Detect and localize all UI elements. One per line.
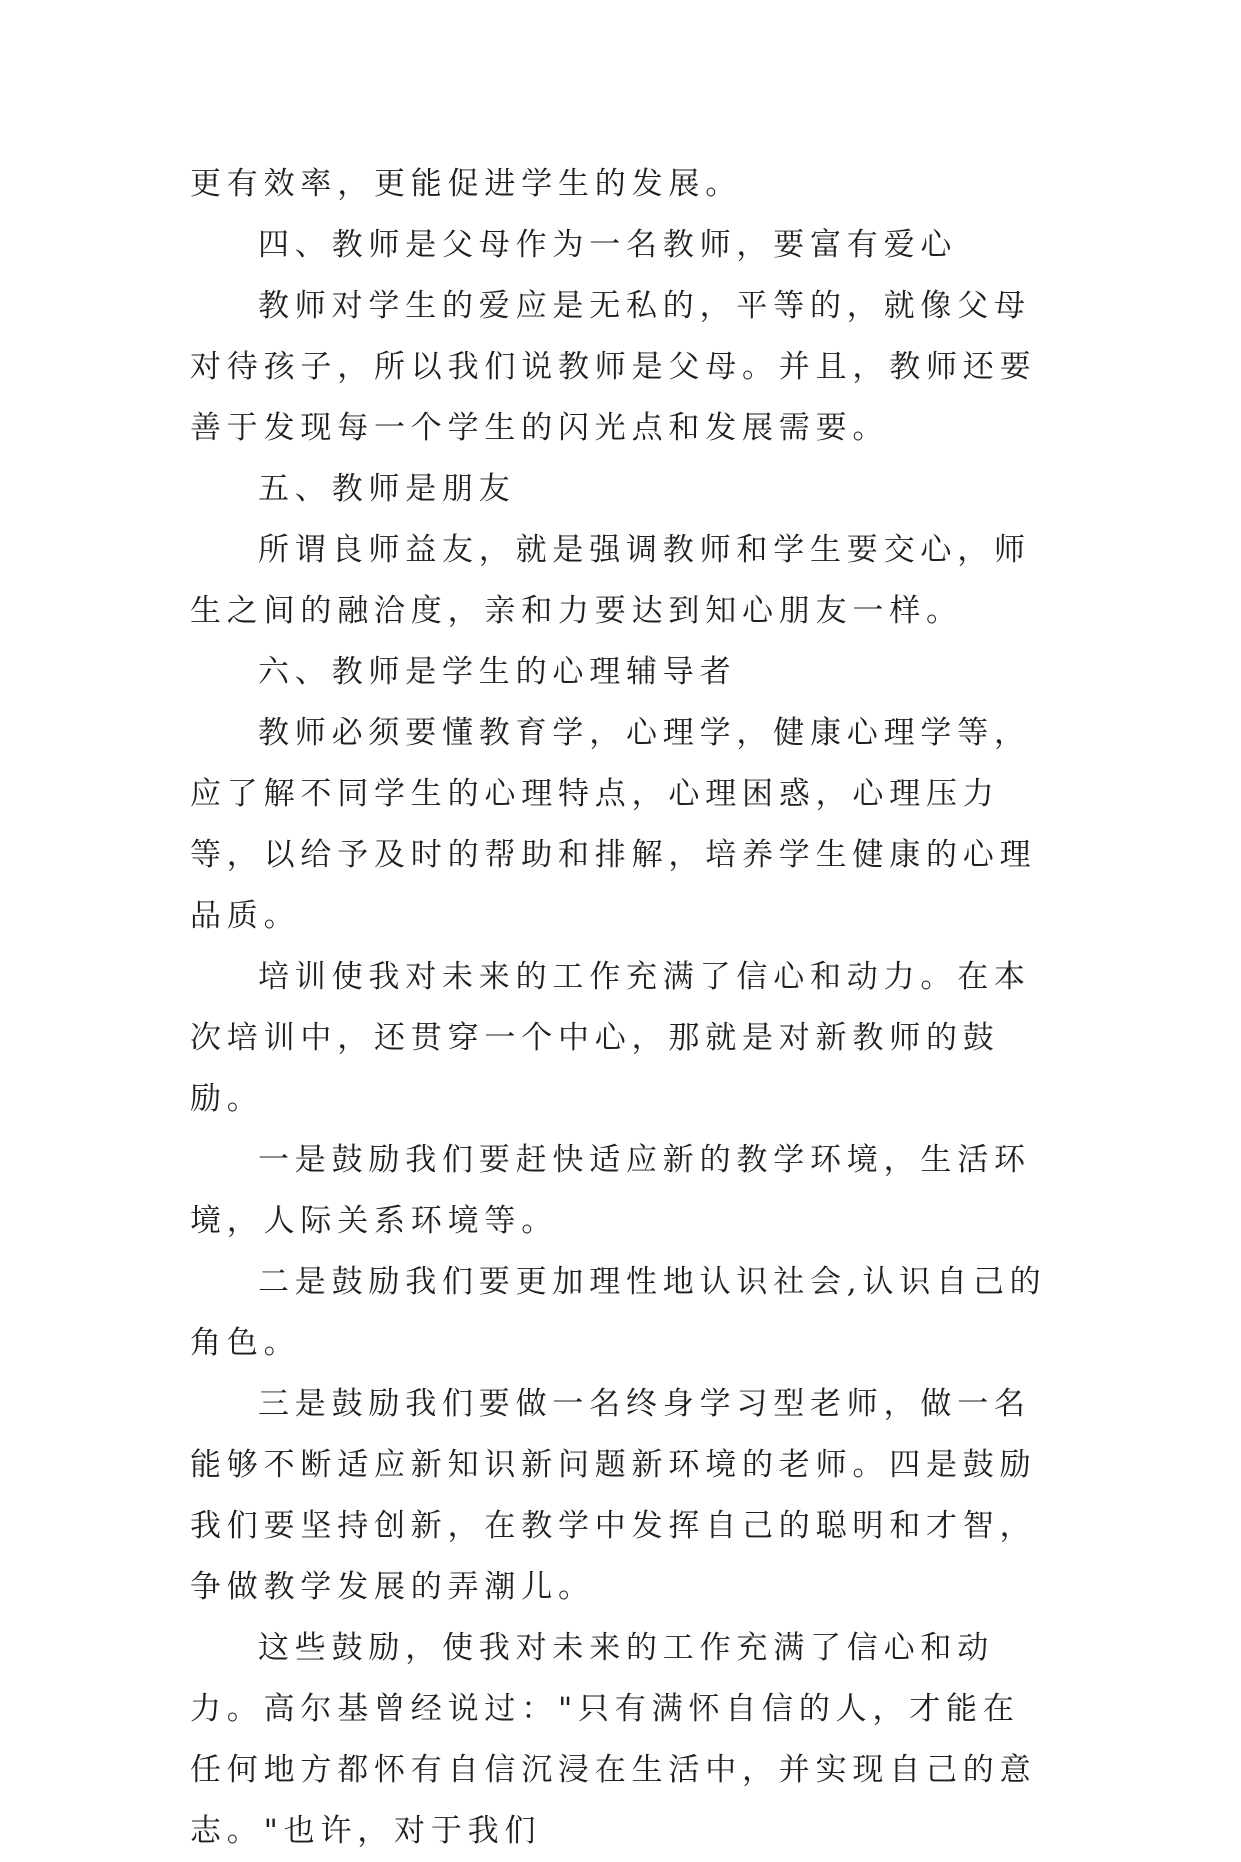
paragraph-encouragement-3-4: 三是鼓励我们要做一名终身学习型老师，做一名能够不断适应新知识新问题新环境的老师。四是鼓励我们要坚持创新，在教学中发挥自己的聪明和才智，争做教学发展的弄潮儿。 [190, 1386, 1037, 1605]
heading-teacher-as-friend: 五、教师是朋友 [258, 471, 516, 507]
paragraph-teacher-love: 教师对学生的爱应是无私的，平等的，就像父母对待孩子，所以我们说教师是父母。并且，教师还要善于发现每一个学生的闪光点和发展需要。 [190, 288, 1037, 446]
paragraph-gorky-quote: 这些鼓励，使我对未来的工作充满了信心和动力。高尔基曾经说过："只有满怀自信的人，才能在任何地方都怀有自信沉浸在生活中，并实现自己的意志。"也许，对于我们 [190, 1630, 1037, 1849]
heading-psychological-counselor: 六、教师是学生的心理辅导者 [258, 654, 737, 690]
paragraph-psychology: 教师必须要懂教育学，心理学，健康心理学等，应了解不同学生的心理特点，心理困惑，心理压力等，以给予及时的帮助和排解，培养学生健康的心理品质。 [190, 715, 1037, 934]
paragraph-encouragement-2: 二是鼓励我们要更加理性地认识社会,认识自己的角色。 [190, 1264, 1047, 1361]
paragraph-encouragement-1: 一是鼓励我们要赶快适应新的教学环境，生活环境，人际关系环境等。 [190, 1142, 1031, 1239]
heading-teacher-as-parent: 四、教师是父母作为一名教师，要富有爱心 [258, 227, 958, 263]
paragraph-training-confidence: 培训使我对未来的工作充满了信心和动力。在本次培训中，还贯穿一个中心，那就是对新教师的鼓励。 [190, 959, 1031, 1117]
paragraph-1: 更有效率，更能促进学生的发展。 [190, 166, 742, 202]
paragraph-mentor-friend: 所谓良师益友，就是强调教师和学生要交心，师生之间的融洽度，亲和力要达到知心朋友一样。 [190, 532, 1031, 629]
document-body [190, 154, 1052, 1862]
